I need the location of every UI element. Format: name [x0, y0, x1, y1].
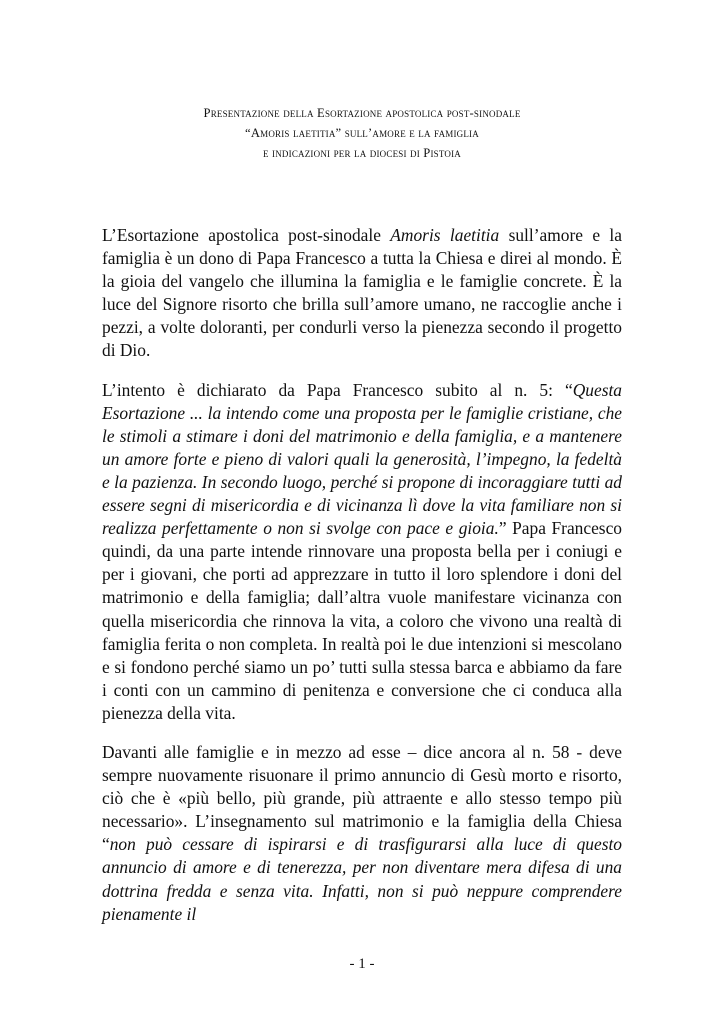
text-run-italic: non può cessare di ispirarsi e di trasfigurarsi alla luce di questo annuncio di amore e di tenerezza, per non diventare mera difesa di una dottrina fredda e senza vita. Infatti, non si può neppure comprendere pienamente il [102, 834, 622, 924]
text-run: L’intento è dichiarato da Papa Francesco subito al n. 5: “ [102, 379, 573, 400]
text-run-italic: Amoris laetitia [390, 225, 500, 245]
text-run: L’Esortazione apostolica post-sinodale [102, 225, 391, 245]
paragraph [102, 741, 622, 926]
paragraph [102, 224, 622, 363]
text-run-italic: Questa Esortazione ... la intendo come una proposta per le famiglie cristiane, che le stimoli a stimare i doni del matrimonio e della famiglia, e a mantenere un amore forte e pieno di valori quali la generosità, l’impegno, la fedeltà e la pazienza. In secondo luogo, perché si propone di incoraggiare tutti ad essere segni di misericordia e di vicinanza lì dove la vita familiare non si realizza perfettamente o non si svolge con pace e gioia. [102, 379, 622, 539]
text-run: sull’amore e la famiglia è un dono di Papa Francesco a tutta la Chiesa e direi al mondo. È la gioia del vangelo che illumina la famiglia e le famiglie concrete. È la luce del Signore risorto che brilla sull’amore umano, ne raccoglie anche i pezzi, a volte doloranti, per condurli verso la pienezza secondo il progetto di Dio. [102, 225, 622, 361]
title-line: e indicazioni per la diocesi di Pistoia [262, 146, 461, 160]
title-line: “Amoris laetitia” sull’amore e la famiglia [245, 126, 479, 140]
text-run: ” Papa Francesco quindi, da una parte intende rinnovare una proposta bella per i coniugi e per i giovani, che porti ad apprezzare in tutto il loro splendore i doni del matrimonio e della famiglia; dall’altra vuole manifestare vicinanza con quella misericordia che rinnova la vita, a coloro che vivono una realtà di famiglia ferita o non completa. In realtà poi le due intenzioni si mescolano e si fondono perché siamo un po’ tutti sulla stessa barca e abbiamo da fare i conti con un cammino di penitenza e conversione che ci conduca alla pienezza della vita. [102, 518, 622, 723]
page-number: - 1 - [349, 956, 375, 972]
text-run: Davanti alle famiglie e in mezzo ad esse – dice ancora al n. 58 - deve sempre nuovamente risuonare il primo annuncio di Gesù morto e risorto, ciò che è «più bello, più grande, più attraente e allo stesso tempo più necessario». L’insegnamento sul matrimonio e la famiglia della Chiesa “ [102, 741, 622, 855]
document-body [102, 224, 622, 942]
title-line: Presentazione della Esortazione apostolica post-sinodale [203, 106, 521, 120]
document-title [0, 103, 724, 163]
paragraph [102, 379, 622, 725]
